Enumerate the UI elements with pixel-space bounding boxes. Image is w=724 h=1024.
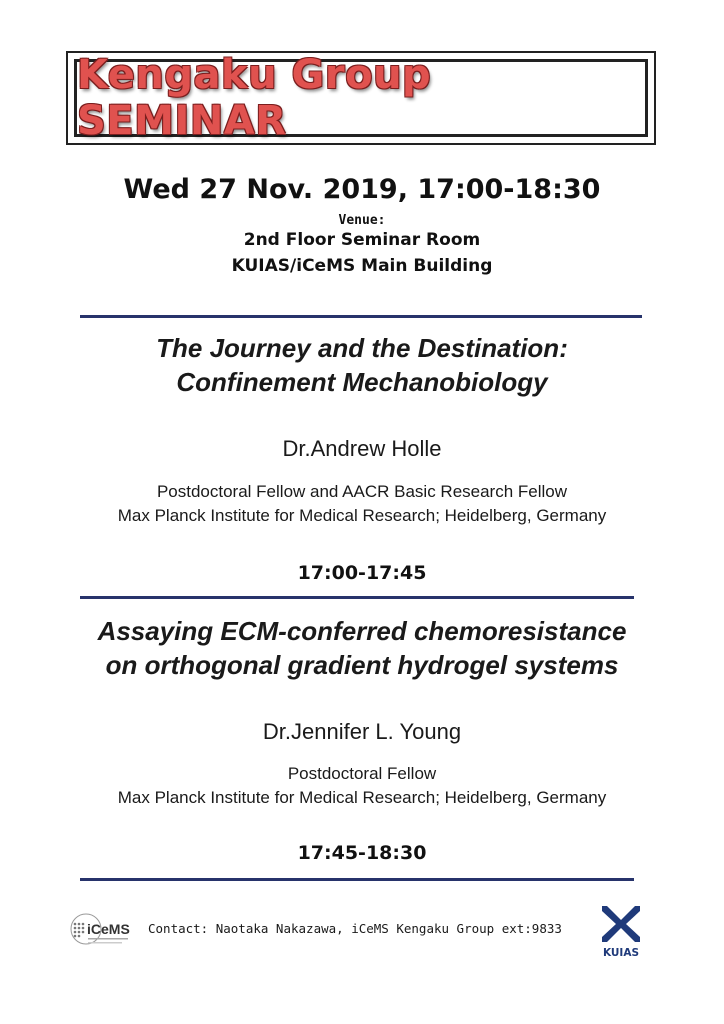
icems-logo bbox=[66, 907, 140, 951]
divider bbox=[80, 596, 634, 599]
icems-logo-icon bbox=[66, 907, 140, 951]
kuias-logo bbox=[598, 904, 644, 960]
talk-2-title-line-2: on orthogonal gradient hydrogel systems bbox=[105, 650, 619, 680]
seminar-title: Kengaku Group SEMINAR bbox=[77, 52, 432, 144]
talk-1-affiliation-line-1: Postdoctoral Fellow and AACR Basic Research Fellow bbox=[156, 482, 568, 501]
talk-2-title-line-1: Assaying ECM-conferred chemoresistance bbox=[97, 616, 627, 646]
venue-label: Venue: bbox=[338, 213, 386, 228]
event-datetime: Wed 27 Nov. 2019, 17:00-18:30 bbox=[123, 174, 601, 205]
talk-1-affiliation-line-2: Max Planck Institute for Medical Research; Heidelberg, Germany bbox=[117, 506, 607, 525]
venue-building: KUIAS/iCeMS Main Building bbox=[231, 256, 493, 276]
talk-1-time: 17:00-17:45 bbox=[297, 562, 427, 584]
divider bbox=[80, 878, 634, 881]
venue-room: 2nd Floor Seminar Room bbox=[243, 230, 481, 250]
title-frame bbox=[66, 51, 656, 145]
kuias-logo-text: KUIAS bbox=[602, 947, 640, 959]
icems-logo-text: iCeMS bbox=[87, 921, 130, 937]
talk-1-speaker: Dr.Andrew Holle bbox=[282, 436, 442, 461]
talk-2-affiliation-line-1: Postdoctoral Fellow bbox=[287, 764, 437, 783]
contact-info: Contact: Naotaka Nakazawa, iCeMS Kengaku Group ext:9833 bbox=[148, 921, 562, 936]
talk-1-title-line-1: The Journey and the Destination: bbox=[156, 333, 568, 363]
talk-2-speaker: Dr.Jennifer L. Young bbox=[262, 719, 462, 744]
kuias-logo-icon bbox=[598, 904, 644, 960]
talk-2-time: 17:45-18:30 bbox=[297, 842, 427, 864]
divider bbox=[80, 315, 642, 318]
talk-2-affiliation-line-2: Max Planck Institute for Medical Research; Heidelberg, Germany bbox=[117, 788, 607, 807]
talk-1-title-line-2: Confinement Mechanobiology bbox=[176, 367, 548, 397]
title-frame-inner bbox=[74, 52, 648, 144]
